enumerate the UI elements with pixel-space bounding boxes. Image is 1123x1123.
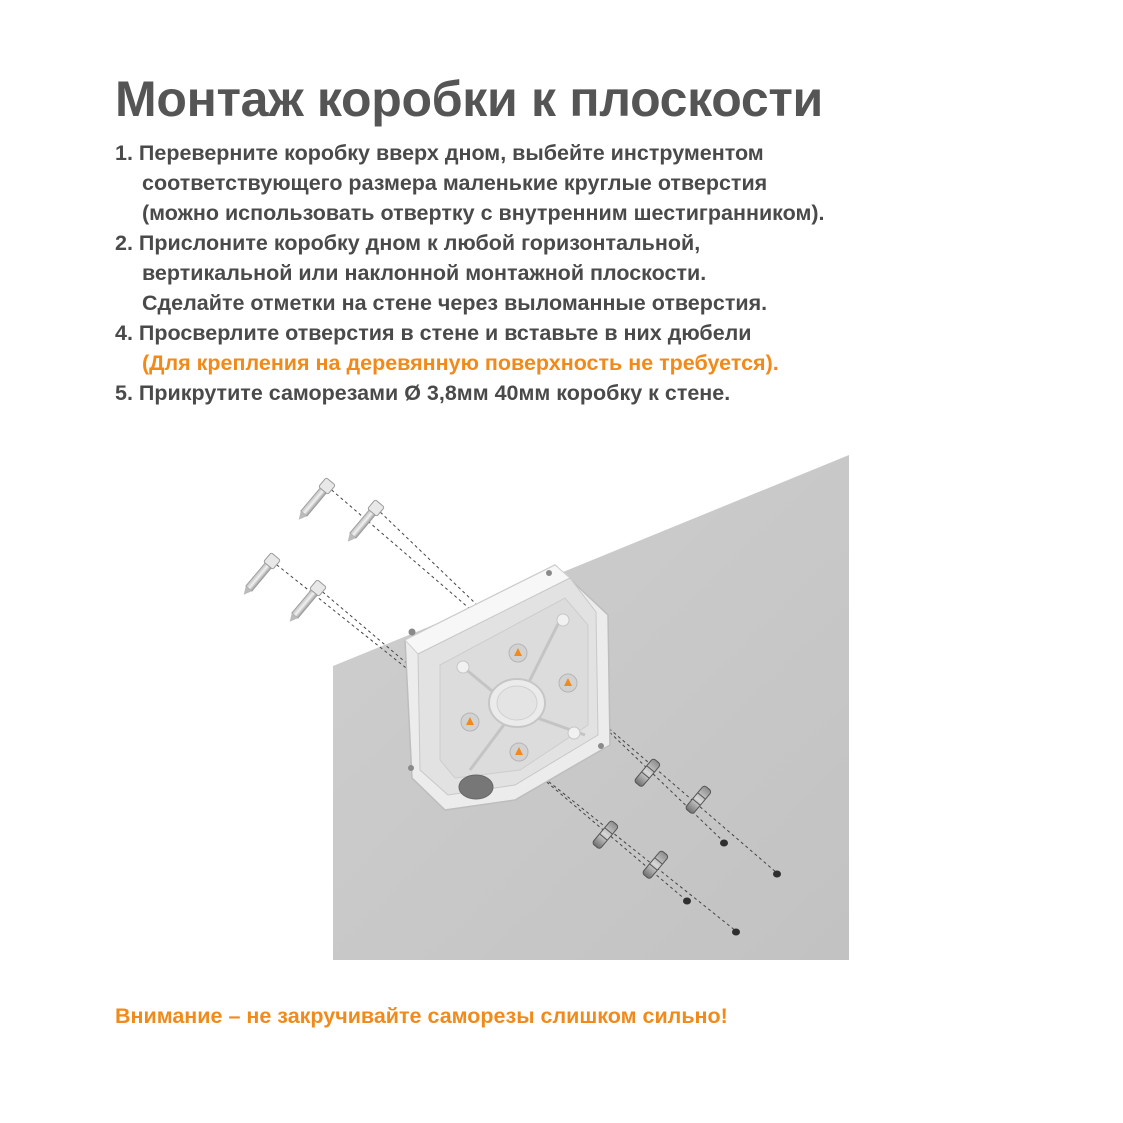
step-4-line-1: 4. Просверлите отверстия в стене и вставьте в них дюбели <box>115 321 752 345</box>
step-5-line-1: 5. Прикрутите саморезами Ø 3,8мм 40мм коробку к стене. <box>115 381 731 405</box>
drill-hole <box>683 898 691 905</box>
warning-text: Внимание – не закручивайте саморезы слишком сильно! <box>115 1004 728 1028</box>
step-1-line-3: (можно использовать отвертку с внутренним шестигранником). <box>142 201 825 225</box>
drill-hole <box>732 929 740 936</box>
step-2-line-1: 2. Прислоните коробку дном к любой горизонтальной, <box>115 231 701 255</box>
page-title: Монтаж коробки к плоскости <box>115 71 823 127</box>
screw <box>294 478 335 524</box>
step-4-note: (Для крепления на деревянную поверхность не требуется). <box>142 351 779 375</box>
step-2-line-3: Сделайте отметки на стене через выломанные отверстия. <box>142 291 768 315</box>
screw <box>285 580 326 626</box>
step-1-line-1: 1. Переверните коробку вверх дном, выбейте инструментом <box>115 141 764 165</box>
drill-hole <box>773 871 781 878</box>
drill-hole <box>720 840 728 847</box>
screw <box>343 500 384 546</box>
step-1-line-2: соответствующего размера маленькие круглые отверстия <box>142 171 768 195</box>
screw <box>239 553 280 599</box>
step-2-line-2: вертикальной или наклонной монтажной плоскости. <box>142 261 707 285</box>
